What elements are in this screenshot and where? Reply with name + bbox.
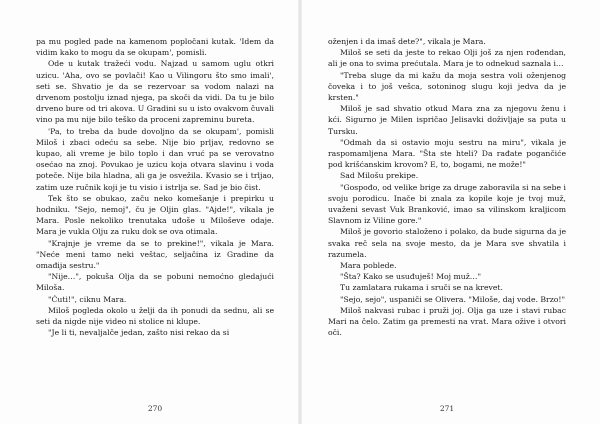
left-paragraph-5: "Krajnje je vreme da se to prekine!", vikala je Mara. "Neće meni tamo neki veštac, seljačina iz Gradine da omađija sestru." bbox=[36, 238, 274, 271]
left-paragraph-9: "Je li ti, nevaljalče jedan, zašto nisi rekao da si bbox=[48, 328, 230, 338]
right-paragraph-7: "Gospođo, od velike brige za druge zaboravila si na sebe i svoju porodicu. Inače bi znala za kopile koje je tvoj muž, uvaženi sevast Vuk Branković, imao sa vilinskom kraljicom Slavnom iz Viline gore." bbox=[328, 182, 566, 226]
right-paragraph-12: "Sejo, sejo", uspaniči se Olivera. "Miloše, daj vode. Brzo!" bbox=[340, 294, 566, 304]
right-paragraph-2: Miloš se seti da jeste to rekao Olji još za njen rođendan, ali je ona to svima prećutala. Mara je to odnekud saznala i… bbox=[328, 48, 566, 69]
right-paragraph-10: "Šta? Kako se usuđuješ! Moj muž…" bbox=[340, 272, 482, 282]
right-paragraph-4: Miloš je sad shvatio otkud Mara zna za njegovu ženu i kći. Sigurno je Milen ispričao Jelisavki doživljaje sa puta u Tursku. bbox=[328, 104, 566, 136]
right-paragraph-3: "Treba sluge da mi kažu da moja sestra voli oženjenog čoveka i to još vešca, sotoninog slugu koji jedva da je krsten." bbox=[328, 70, 566, 103]
left-paragraph-7: "Ćuti!", ciknu Mara. bbox=[48, 294, 127, 304]
right-page bbox=[328, 36, 566, 396]
left-paragraph-3: 'Pa, to treba da bude dovoljno da se okupam', pomisli Miloš i zbaci odeću sa sebe. Nije bio prljav, redovno se kupao, ali vreme je bilo toplo i dan vruć pa se verovatno osećao na znoj. Povukao je uzicu koja otvara slavinu i voda poteče. Nije bila hladna, ali ga je osvežila. Kvasio se i trljao, zatim uze ručnik koji je tu visio i istrlja se. Sad je bio čist. bbox=[36, 126, 274, 192]
left-paragraph-4: Tek što se obukao, začu neko komešanje i prepirku u hodniku. "Sejo, nemoj", ču je Oljin glas. "Ajde!", vikala je Mara. Posle nekoliko trenutaka uđoše u Miloševe odaje. Mara je vukla Olju za ruku dok se ova otimala. bbox=[36, 193, 274, 237]
left-paragraph-1: pa mu pogled pade na kamenom popločani kutak. 'Idem da vidim kako to mogu da se okupam', pomisli. bbox=[36, 37, 274, 58]
right-paragraph-11: Tu zamlatara rukama i sruči se na krevet. bbox=[340, 283, 503, 293]
left-paragraph-8: Miloš pogleda okolo u želji da ih ponudi da sednu, ali se seti da nigde nije video ni stolice ni klupe. bbox=[36, 305, 274, 327]
left-paragraph-2: Ode u kutak tražeći vodu. Najzad u samom uglu otkri uzicu. 'Aha, ovo se povlači! Kao u Vilingoru što smo imali', seti se. Shvatio je da se rezervoar sa vodom nalazi na drvenom postolju iznad njega, pa skoči da vidi. Da tu je bilo drveno bure od tri akova. U Gradini su u isto ovakvom čuvali vino pa mu nije bilo teško da proceni zapreminu bureta. bbox=[36, 59, 274, 125]
book-gutter bbox=[298, 0, 302, 424]
left-page bbox=[36, 36, 274, 396]
right-paragraph-8: Miloš je govorio staloženo i polako, da bude sigurna da je svaka reč sela na svoje mesto, da je Mara sve shvatila i razumela. bbox=[328, 227, 566, 259]
left-page-number: 270 bbox=[147, 404, 163, 413]
right-paragraph-1: oženjen i da imaš dete?", vikala je Mara. bbox=[328, 37, 486, 46]
left-paragraph-6: "Nije…", pokuša Olja da se pobuni nemoćno gledajući Miloša. bbox=[36, 272, 274, 293]
right-paragraph-5: "Odmah da si ostavio moju sestru na miru", vikala je raspomamljena Mara. "Šta ste hteli? Da rađate pogančiće pod krišćanskim krovom? E, to, bogami, ne može!" bbox=[328, 137, 566, 170]
right-paragraph-13: Miloš nakvasi rubac i pruži joj. Olja ga uze i stavi rubac Mari na čelo. Zatim ga premesti na vrat. Mara ožive i otvori oči. bbox=[328, 305, 566, 338]
right-paragraph-9: Mara poblede. bbox=[340, 261, 397, 271]
right-page-number: 271 bbox=[439, 404, 455, 413]
right-paragraph-6: Sad Milošu prekipe. bbox=[340, 171, 419, 181]
